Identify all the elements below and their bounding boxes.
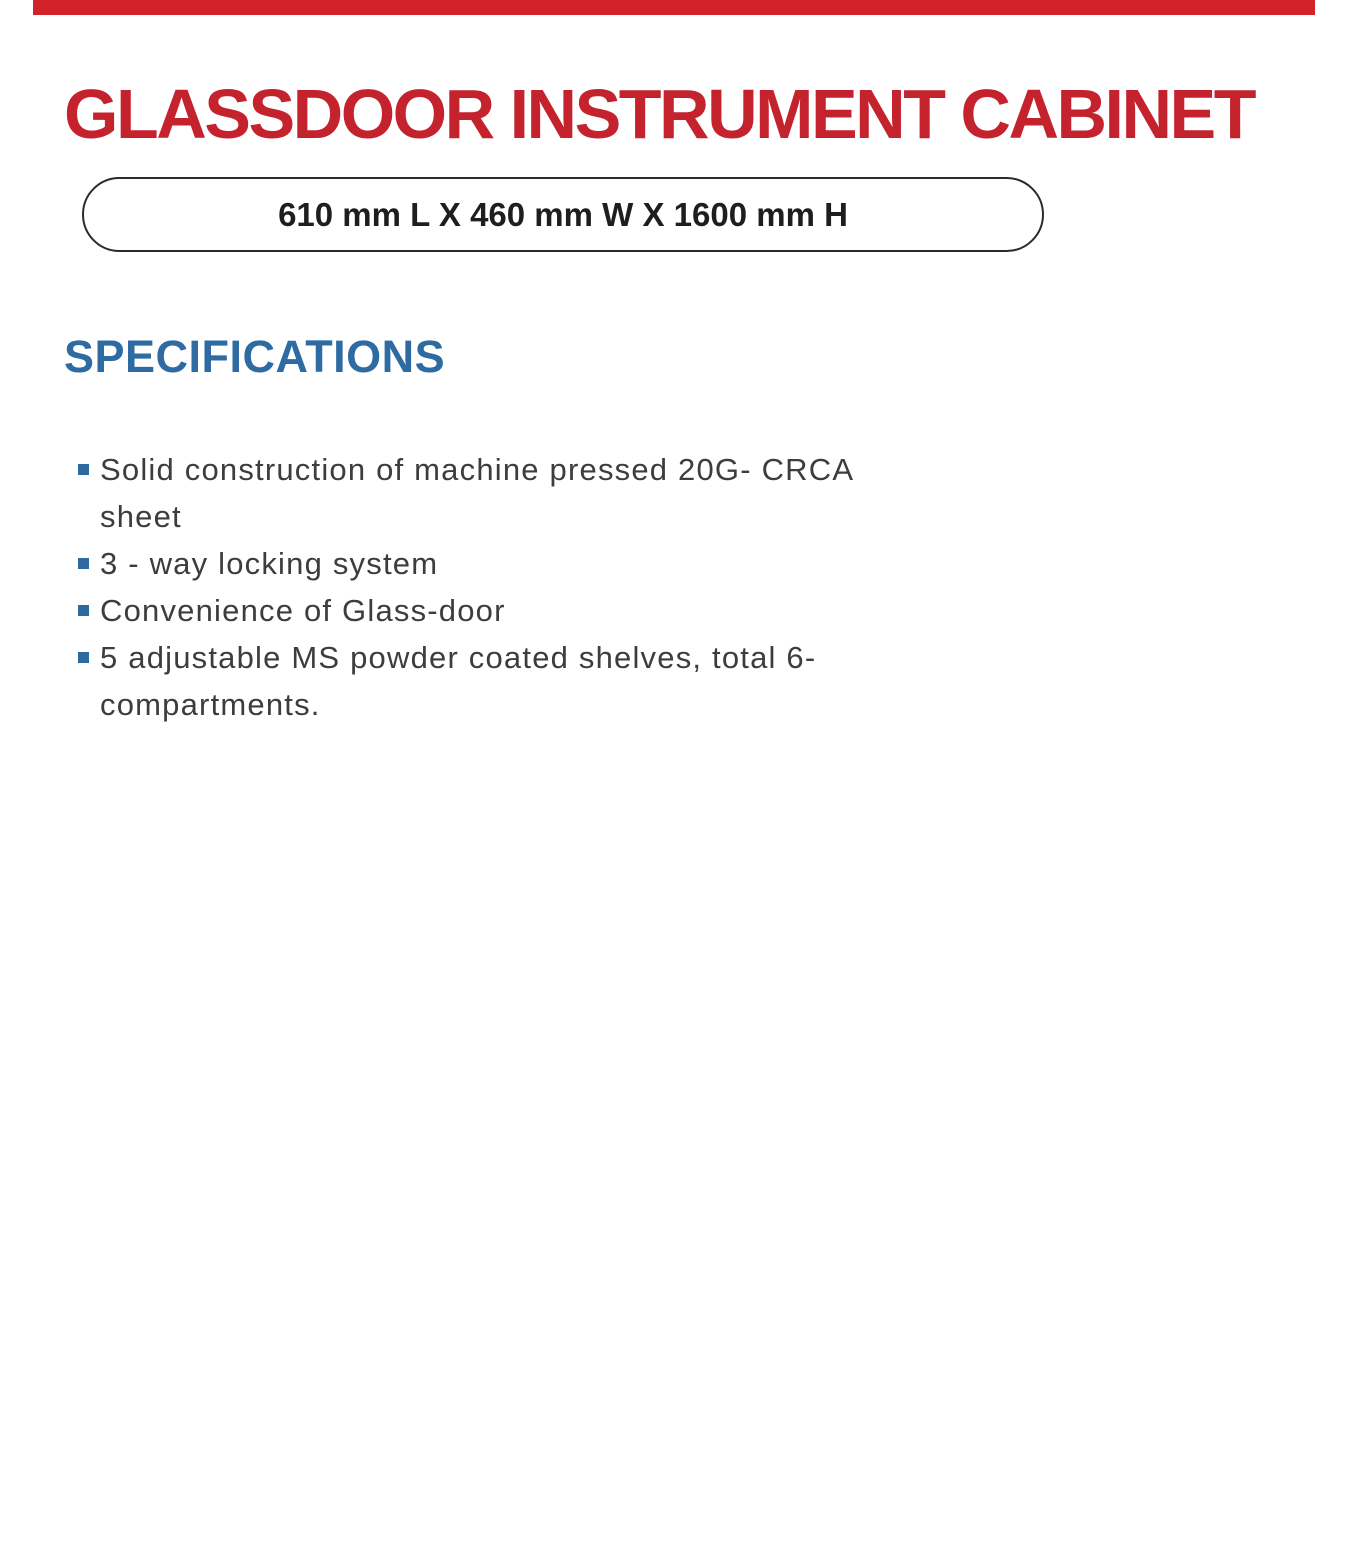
dimensions-text: 610 mm L X 460 mm W X 1600 mm H (278, 195, 848, 233)
bullet-square-icon (78, 652, 89, 663)
bullet-square-icon (78, 605, 89, 616)
spec-item-text: Solid construction of machine pressed 20G- CRCA sheet (100, 452, 853, 534)
spec-item (64, 446, 900, 540)
page-title: GLASSDOOR INSTRUMENT CABINET (64, 75, 1254, 153)
bullet-square-icon (78, 464, 89, 475)
spec-item-text: 5 adjustable MS powder coated shelves, total 6- compartments. (100, 640, 817, 722)
specifications-list (64, 446, 900, 728)
spec-item-text: Convenience of Glass-door (100, 593, 506, 628)
spec-item (64, 634, 900, 728)
spec-item (64, 540, 900, 587)
top-accent-bar (33, 0, 1315, 15)
spec-item-text: 3 - way locking system (100, 546, 439, 581)
specifications-heading: SPECIFICATIONS (64, 331, 446, 382)
spec-item (64, 587, 900, 634)
bullet-square-icon (78, 558, 89, 569)
dimensions-pill (82, 177, 1044, 252)
